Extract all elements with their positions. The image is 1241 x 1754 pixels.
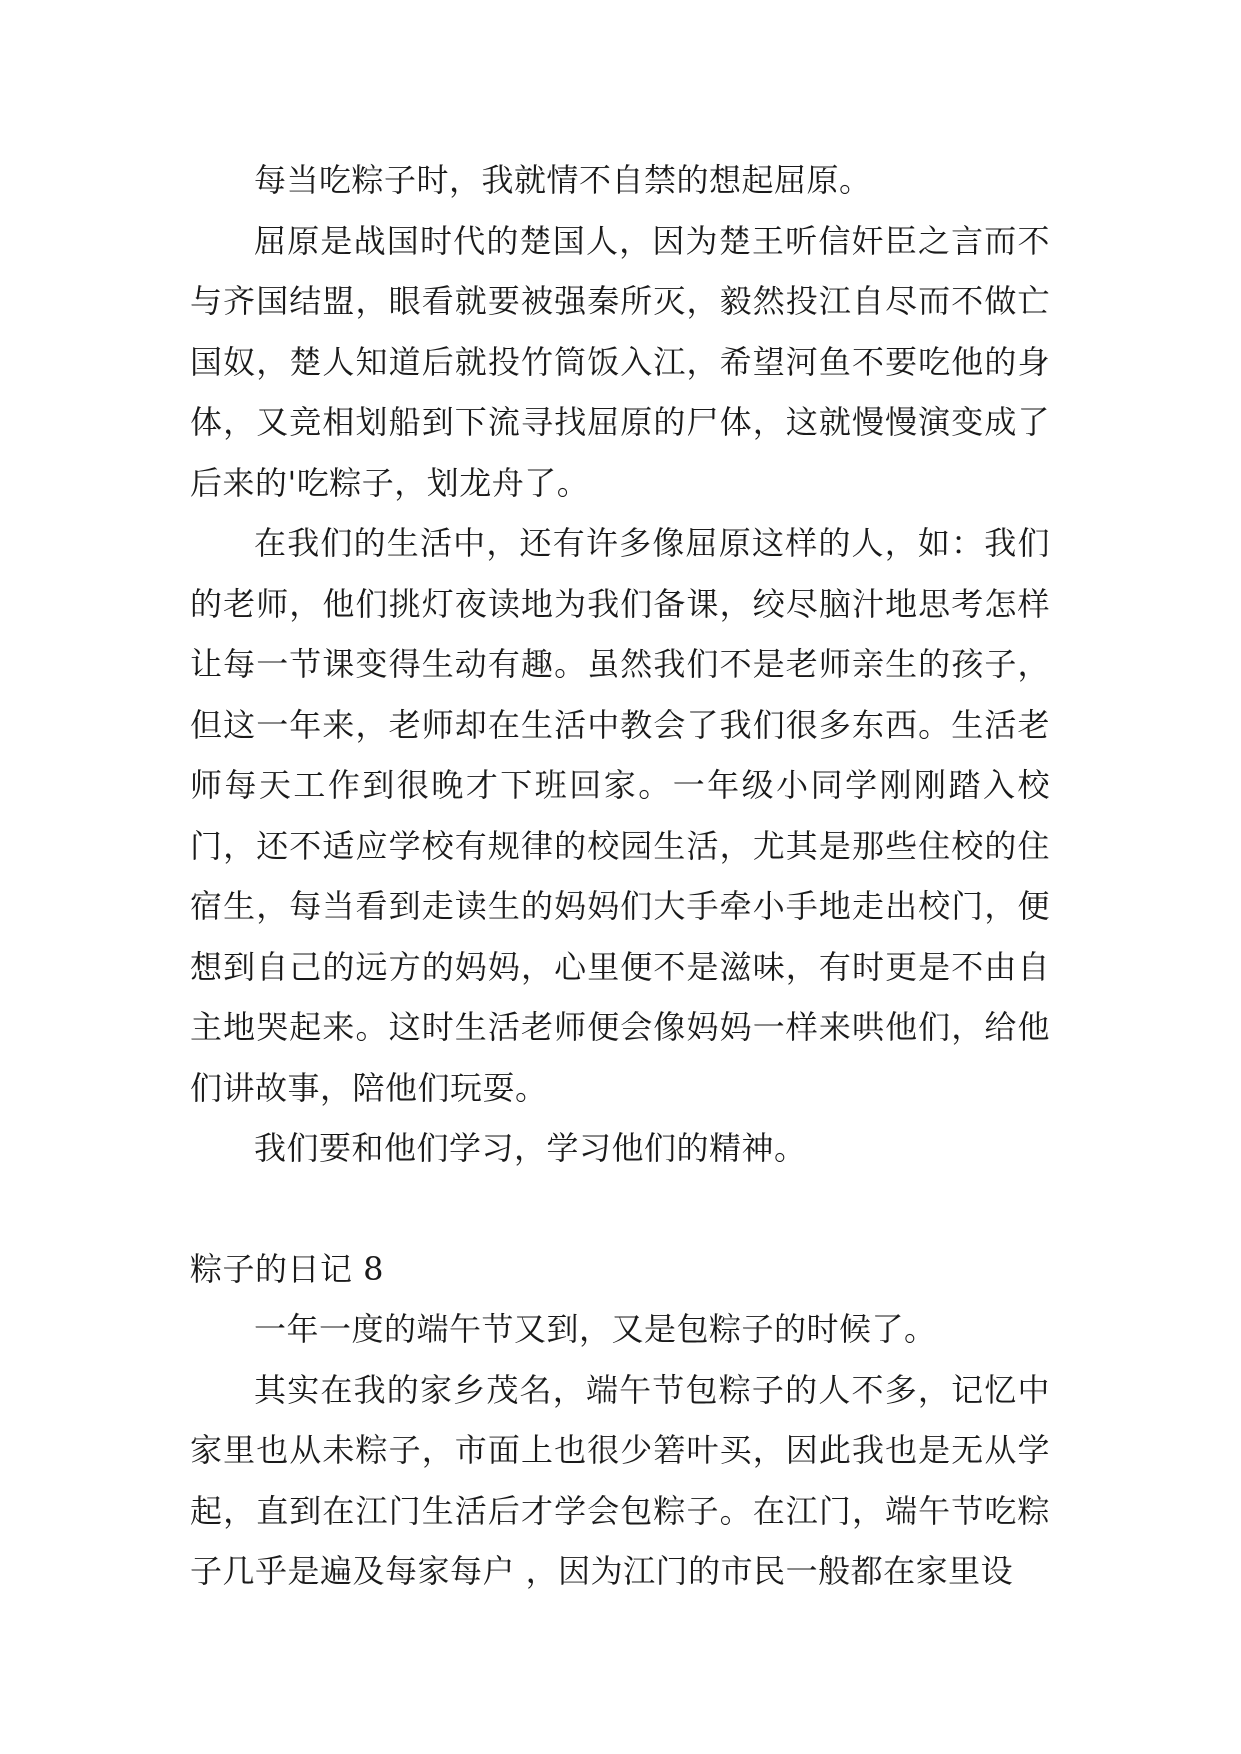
paragraph: 屈原是战国时代的楚国人，因为楚王听信奸臣之言而不与齐国结盟，眼看就要被强秦所灭，毅然投江自尽而不做亡国奴，楚人知道后就投竹筒饭入江，希望河鱼不要吃他的身体，又竞相划船到下流寻找屈原的尸体，这就慢慢演变成了后来的'吃粽子，划龙舟了。 (190, 221, 1050, 502)
paragraph: 在我们的生活中，还有许多像屈原这样的人，如：我们的老师，他们挑灯夜读地为我们备课，绞尽脑汁地思考怎样让每一节课变得生动有趣。虽然我们不是老师亲生的孩子，但这一年来，老师却在生活中教会了我们很多东西。生活老师每天工作到很晚才下班回家。一年级小同学刚刚踏入校门，还不适应学校有规律的校园生活，尤其是那些住校的住宿生，每当看到走读生的妈妈们大手牵小手地走出校门，便想到自己的远方的妈妈，心里便不是滋味，有时更是不由自主地哭起来。这时生活老师便会像妈妈一样来哄他们，给他们讲故事，陪他们玩耍。 (190, 524, 1050, 1107)
section-heading: 粽子的日记 8 (190, 1249, 385, 1288)
paragraph: 其实在我的家乡茂名，端午节包粽子的人不多，记忆中家里也从未粽子，市面上也很少箬叶买，因此我也是无从学起，直到在江门生活后才学会包粽子。在江门，端午节吃粽子几乎是遍及每家每户 ，因为江门的市民一般都在家里设 (190, 1370, 1050, 1590)
paragraph: 每当吃粽子时，我就情不自禁的想起屈原。 (254, 161, 872, 199)
document-body (190, 150, 1050, 1602)
paragraph: 我们要和他们学习，学习他们的精神。 (254, 1129, 807, 1167)
paragraph: 一年一度的端午节又到，又是包粽子的时候了。 (254, 1310, 937, 1348)
